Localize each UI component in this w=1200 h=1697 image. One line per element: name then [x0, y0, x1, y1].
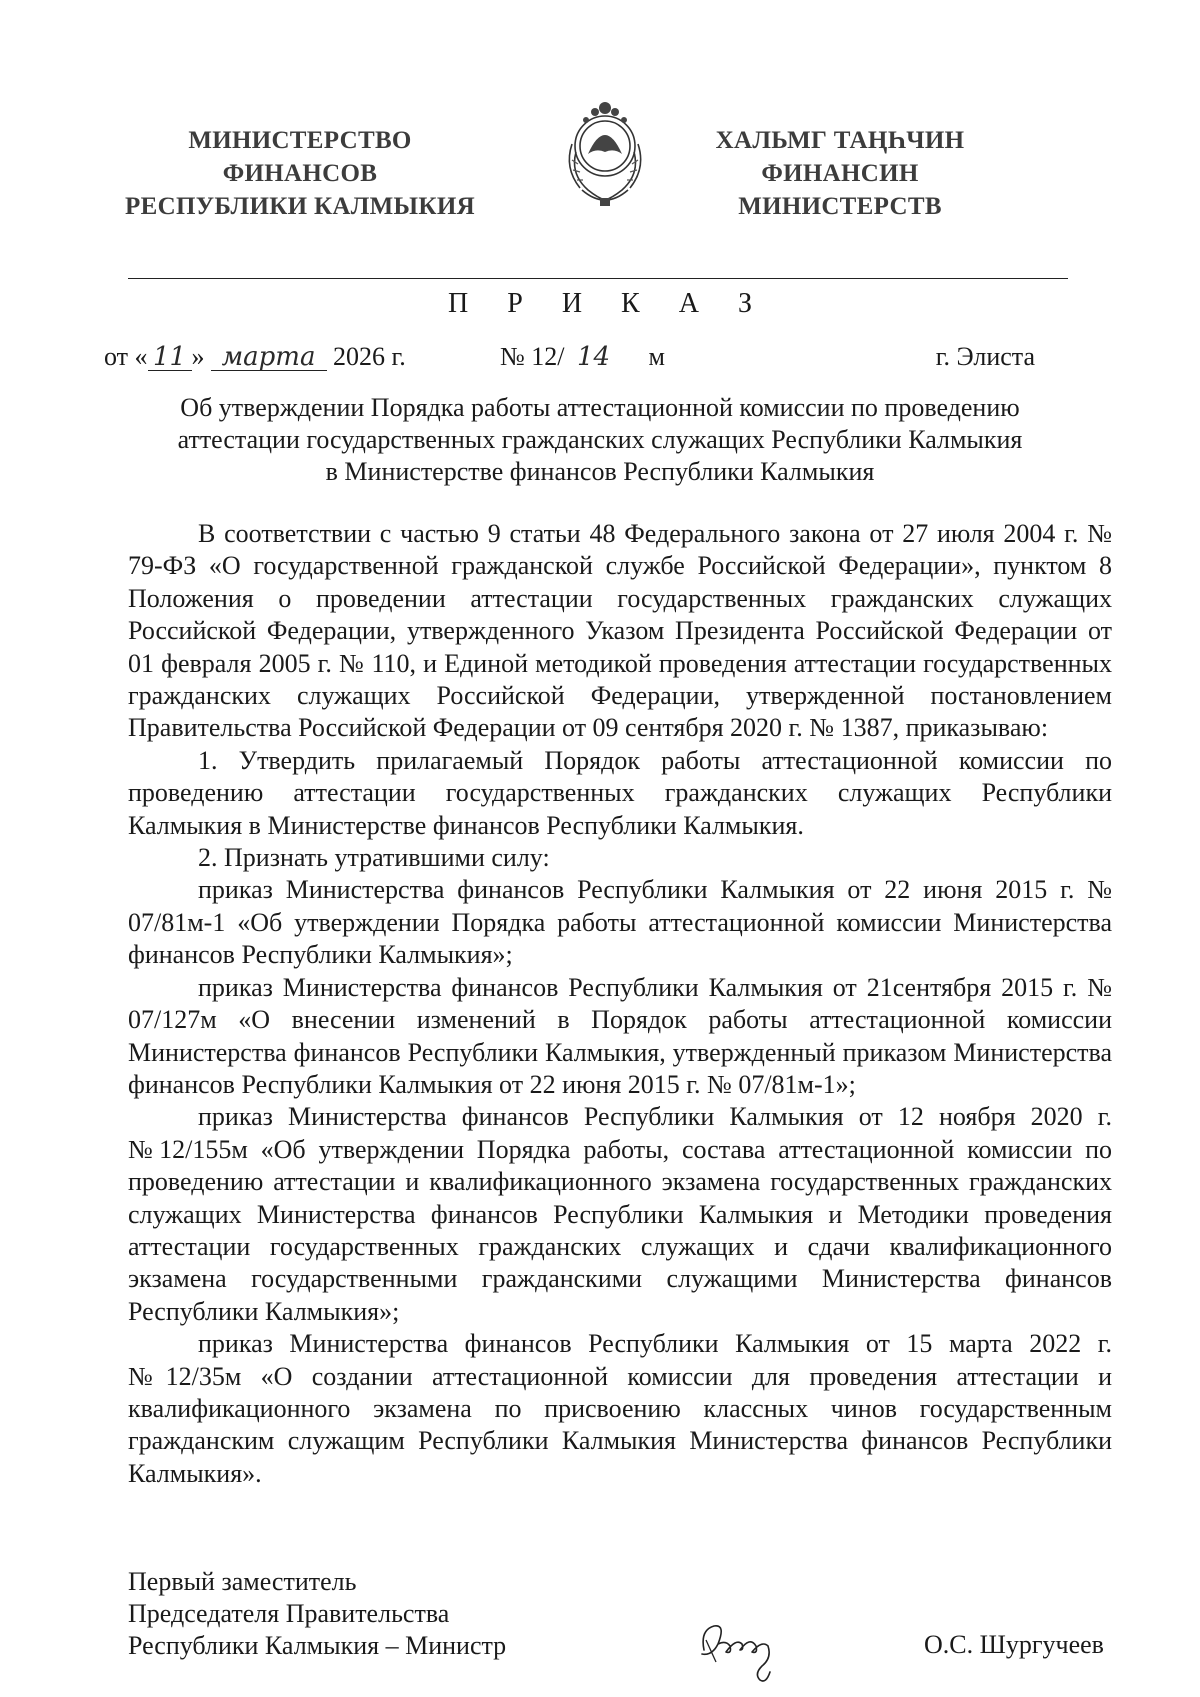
- header-left-line: РЕСПУБЛИКИ КАЛМЫКИЯ: [125, 193, 475, 220]
- number-suffix: м: [648, 342, 665, 371]
- handwritten-signature: [696, 1610, 806, 1688]
- subject-line: аттестации государственных гражданских служащих Республики Калмыкия: [177, 425, 1023, 454]
- number-value: 14: [576, 342, 611, 372]
- date-mid: »: [191, 342, 205, 371]
- date-month: марта: [211, 344, 327, 371]
- signatory-position: [128, 1566, 506, 1662]
- document-type-title: П Р И К А З: [448, 288, 768, 319]
- order-date: [104, 342, 406, 372]
- header-divider: [128, 278, 1068, 279]
- date-day: 11: [148, 344, 192, 371]
- position-line: Республики Калмыкия – Министр: [128, 1631, 507, 1660]
- clause-2: 2. Признать утратившими силу:: [198, 843, 550, 873]
- ministry-name-kalmyk: [660, 124, 1020, 223]
- order-subject: [170, 392, 1030, 488]
- subject-line: Об утверждении Порядка работы аттестационной комиссии по проведению: [180, 393, 1020, 422]
- repealed-order-4: приказ Министерства финансов Республики Калмыкия от 15 марта 2022 г. №12/35м «О создании аттестационной комиссии для проведения аттестации и квалификационного экзамена по присвоению классных чинов государственным гражданским служащим Республики Калмыкия Министерства финансов Республики Калмыкия».: [128, 1329, 1112, 1488]
- clause-1: 1. Утвердить прилагаемый Порядок работы аттестационной комиссии по проведению аттестации государственных гражданских служащих Республики Калмыкия в Министерстве финансов Республики Калмыкия.: [128, 745, 1112, 840]
- header-left-line: МИНИСТЕРСТВО ФИНАНСОВ: [188, 127, 412, 187]
- subject-line: в Министерстве финансов Республики Калмыкия: [325, 457, 875, 486]
- number-prefix: № 12/: [500, 342, 565, 371]
- signatory-name: О.С. Шургучеев: [924, 1630, 1104, 1659]
- order-city: г. Элиста: [935, 342, 1035, 371]
- date-year: 2026 г.: [333, 342, 406, 371]
- position-line: Первый заместитель: [128, 1567, 357, 1596]
- position-line: Председателя Правительства: [128, 1599, 450, 1628]
- preamble-paragraph: В соответствии с частью 9 статьи 48 Федерального закона от 27 июля 2004 г. № 79-ФЗ «О государственной гражданской службе Российской Федерации», пунктом 8 Положения о проведении аттестации государственных гражданских служащих Российской Федерации, утвержденного Указом Президента Российской Федерации от 01 февраля 2005 г. № 110, и Единой методикой проведения аттестации государственных гражданских служащих Российской Федерации, утвержденной постановлением Правительства Российской Федерации от 09 сентября 2020 г. № 1387, приказываю:: [128, 519, 1112, 743]
- repealed-order-3: приказ Министерства финансов Республики Калмыкия от 12 ноября 2020 г. №12/155м «Об утверждении Порядка работы, состава аттестационной комиссии по проведению аттестации и квалификационного экзамена государственных гражданских служащих Министерства финансов Республики Калмыкия и Методики проведения аттестации государственных гражданских служащих и сдачи квалификационного экзамена государственными гражданскими служащими Министерства финансов Республики Калмыкия»;: [128, 1102, 1112, 1326]
- repealed-order-1: приказ Министерства финансов Республики Калмыкия от 22 июня 2015 г. № 07/81м-1 «Об утверждении Порядка работы аттестационной комиссии Министерства финансов Республики Калмыкия»;: [128, 875, 1112, 970]
- coat-of-arms-icon: [548, 94, 662, 212]
- header-right-line: ФИНАНСИН МИНИСТЕРСТВ: [738, 160, 942, 220]
- repealed-order-2: приказ Министерства финансов Республики Калмыкия от 21сентября 2015 г. № 07/127м «О внесении изменений в Порядок работы аттестационной комиссии Министерства финансов Республики Калмыкия, утвержденный приказом Министерства финансов Республики Калмыкия от 22 июня 2015 г. № 07/81м-1»;: [128, 972, 1112, 1099]
- header-right-line: ХАЛЬМГ ТАҢҺЧИН: [715, 127, 965, 154]
- order-number: [500, 342, 665, 372]
- date-prefix: от «: [104, 342, 148, 371]
- order-body: [128, 518, 1112, 1490]
- ministry-name-russian: [120, 124, 480, 223]
